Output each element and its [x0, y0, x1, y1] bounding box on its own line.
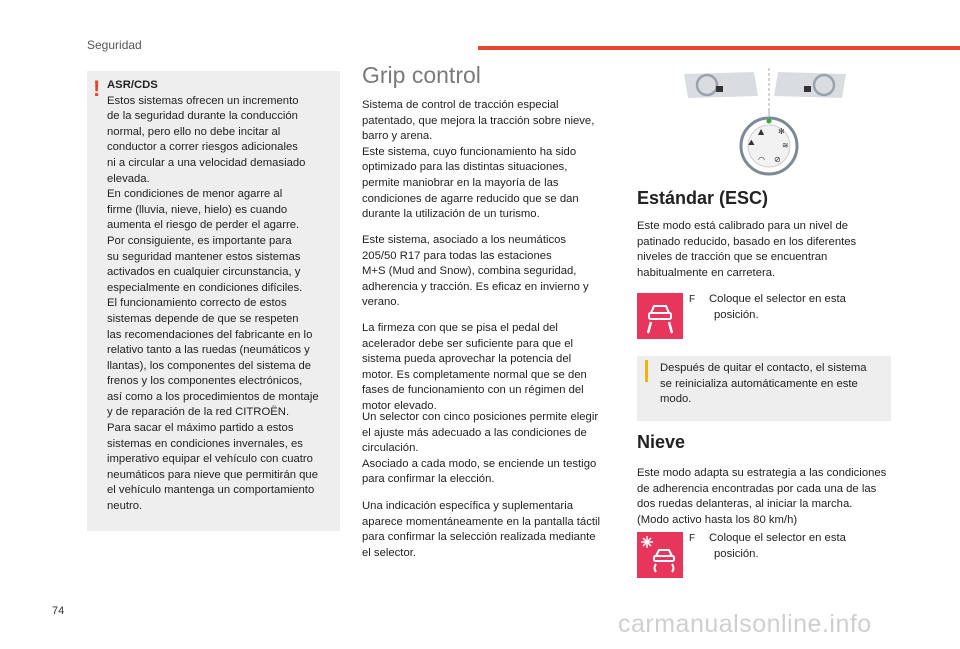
warning-line: ni a circular a una velocidad demasiado: [107, 156, 306, 169]
page-number: 74: [52, 605, 65, 617]
bullet-marker: F: [689, 533, 696, 544]
warning-line: sistemas en condiciones invernales, es: [107, 437, 303, 450]
grip-paragraph-1: [362, 98, 617, 223]
warning-line: especialmente en condiciones difíciles.: [107, 281, 303, 294]
mode-offroad-icon: ⛰: [748, 138, 755, 147]
standard-instruction: [689, 292, 869, 323]
mode-snow-icon: ✻: [778, 127, 785, 136]
text-line: optimizado para las distintas situaciones,: [362, 161, 568, 174]
selector-marker-left: [716, 86, 723, 92]
warning-icon: !: [93, 76, 101, 101]
selector-marker-right: [804, 86, 811, 92]
warning-title: ASR/CDS: [107, 79, 158, 91]
text-line: condiciones de agarre reducido que se dan: [362, 192, 579, 205]
text-line: posición.: [714, 308, 759, 321]
text-line: para confirmar la selección realizada mediante: [362, 531, 596, 544]
text-line: barro y arena.: [362, 130, 433, 143]
warning-line: activados en cualquier circunstancia, y: [107, 266, 301, 279]
text-line: Después de quitar el contacto, el sistema: [660, 362, 867, 374]
section-bar: [478, 46, 960, 50]
warning-line: Para sacar el máximo partido a estos: [107, 422, 294, 435]
text-line: patinado reducido, basado en los diferentes: [637, 235, 857, 248]
snowflake-car-icon: [637, 532, 683, 578]
info-icon: [645, 360, 648, 382]
text-line: sistema pueda aprovechar la potencia del: [362, 353, 572, 366]
text-line: verano.: [362, 296, 400, 309]
warning-line: su seguridad mantener estos sistemas: [107, 250, 301, 263]
text-line: La firmeza con que se pisa el pedal del: [362, 322, 558, 334]
text-line: (Modo activo hasta los 80 km/h): [637, 513, 798, 526]
watermark: carmanualsonline.info: [618, 610, 872, 638]
snow-mode-tile: [637, 532, 683, 578]
warning-line: neutro.: [107, 500, 143, 513]
text-line: Una indicación específica y suplementaria: [362, 500, 573, 512]
snow-paragraph: [637, 466, 892, 528]
standard-paragraph: [637, 219, 887, 281]
mode-sand-icon: ≋: [782, 141, 789, 150]
text-line: permite maniobrar en la mayoría de las: [362, 176, 559, 189]
text-line: Este sistema, cuyo funcionamiento ha sido: [362, 145, 577, 158]
info-text: [660, 361, 885, 408]
text-line: de adherencia encontradas por cada una de las: [637, 482, 877, 495]
text-line: Coloque el selector en esta: [709, 293, 846, 305]
grip-paragraph-4: [362, 410, 620, 488]
grip-paragraph-5: [362, 499, 620, 561]
warning-line: normal, pero ello no debe incitar al: [107, 125, 281, 138]
text-line: fases de funcionamiento con un régimen del: [362, 384, 584, 397]
warning-line: elevada.: [107, 172, 150, 185]
text-line: el ajuste más adecuado a las condiciones de: [362, 426, 587, 439]
warning-line: Por consiguiente, es importante para: [107, 234, 292, 247]
warning-line: Estos sistemas ofrecen un incremento: [107, 94, 299, 107]
text-line: para confirmar la elección.: [362, 473, 495, 486]
text-line: Este modo está calibrado para un nivel de: [637, 220, 849, 232]
warning-line: firme (lluvia, nieve, hielo) es cuando: [107, 203, 288, 216]
text-line: aparece momentáneamente en la pantalla táctil: [362, 515, 601, 528]
standard-esc-heading: Estándar (ESC): [637, 188, 769, 208]
warning-line: neumáticos para nieve que permitirán que: [107, 468, 319, 481]
snow-instruction: [689, 531, 869, 562]
text-line: Este modo adapta su estrategia a las condiciones: [637, 467, 887, 479]
text-line: Sistema de control de tracción especial: [362, 99, 559, 111]
text-line: durante la utilización de un turismo.: [362, 208, 540, 221]
text-line: Este sistema, asociado a los neumáticos: [362, 234, 567, 246]
warning-line: relativo tanto a las ruedas (neumáticos y: [107, 344, 310, 357]
grip-control-selector-illustration: [674, 66, 864, 178]
text-line: circulación.: [362, 442, 419, 455]
snow-heading: Nieve: [637, 432, 686, 452]
warning-line: imperativo equipar el vehículo con cuatro: [107, 453, 313, 466]
bullet-marker: F: [689, 294, 696, 305]
warning-text: [107, 78, 337, 515]
warning-line: frenos y los componentes electrónicos,: [107, 375, 303, 388]
warning-line: así como a los procedimientos de montaje: [107, 390, 319, 403]
warning-line: En condiciones de menor agarre al: [107, 188, 283, 201]
text-line: motor elevado.: [362, 399, 437, 412]
warning-line: y de reparación de la red CITROËN.: [107, 406, 290, 419]
dashboard-left: [684, 72, 758, 98]
text-line: habitualmente en carretera.: [637, 266, 776, 279]
text-line: se reinicializa automáticamente en este: [660, 377, 858, 390]
text-line: modo.: [660, 393, 692, 406]
text-line: Un selector con cinco posiciones permite elegir: [362, 411, 599, 423]
warning-line: llantas), los componentes del sistema de: [107, 359, 312, 372]
text-line: motor. Es completamente normal que se den: [362, 368, 587, 381]
text-line: el selector.: [362, 546, 417, 559]
grip-paragraph-2: [362, 233, 617, 311]
warning-line: aumenta el riesgo de perder el agarre.: [107, 219, 300, 232]
standard-mode-tile: [637, 293, 683, 339]
warning-line: las recomendaciones del fabricante en lo: [107, 328, 313, 341]
text-line: M+S (Mud and Snow), combina seguridad,: [362, 265, 577, 278]
text-line: Asociado a cada modo, se enciende un testigo: [362, 457, 597, 470]
warning-line: de la seguridad durante la conducción: [107, 110, 298, 123]
text-line: acelerador debe ser suficiente para que el: [362, 337, 574, 350]
mode-mud-icon: ◠: [758, 155, 765, 164]
text-line: Coloque el selector en esta: [709, 532, 846, 544]
warning-line: sistemas depende de que se respeten: [107, 312, 299, 325]
text-line: posición.: [714, 547, 759, 560]
text-line: dos ruedas delanteras, al iniciar la marcha.: [637, 498, 853, 511]
warning-line: conductor a correr riesgos adicionales: [107, 141, 298, 154]
warning-line: El funcionamiento correcto de estos: [107, 297, 287, 310]
grip-paragraph-3: [362, 321, 617, 415]
text-line: 205/50 R17 para todas las estaciones: [362, 249, 552, 262]
text-line: adherencia y tracción. Es eficaz en invierno y: [362, 280, 589, 293]
car-road-icon: [637, 293, 683, 339]
selector-led-icon: [767, 119, 772, 124]
mode-standard-icon: ▲: [758, 127, 765, 136]
text-line: patentado, que mejora la tracción sobre nieve,: [362, 114, 595, 127]
grip-control-heading: Grip control: [362, 62, 481, 88]
warning-line: el vehículo mantenga un comportamiento: [107, 484, 315, 497]
mode-esc-off-icon: ⊘: [774, 155, 781, 164]
section-label: Seguridad: [87, 38, 142, 52]
text-line: niveles de tracción que se encuentran: [637, 251, 828, 264]
